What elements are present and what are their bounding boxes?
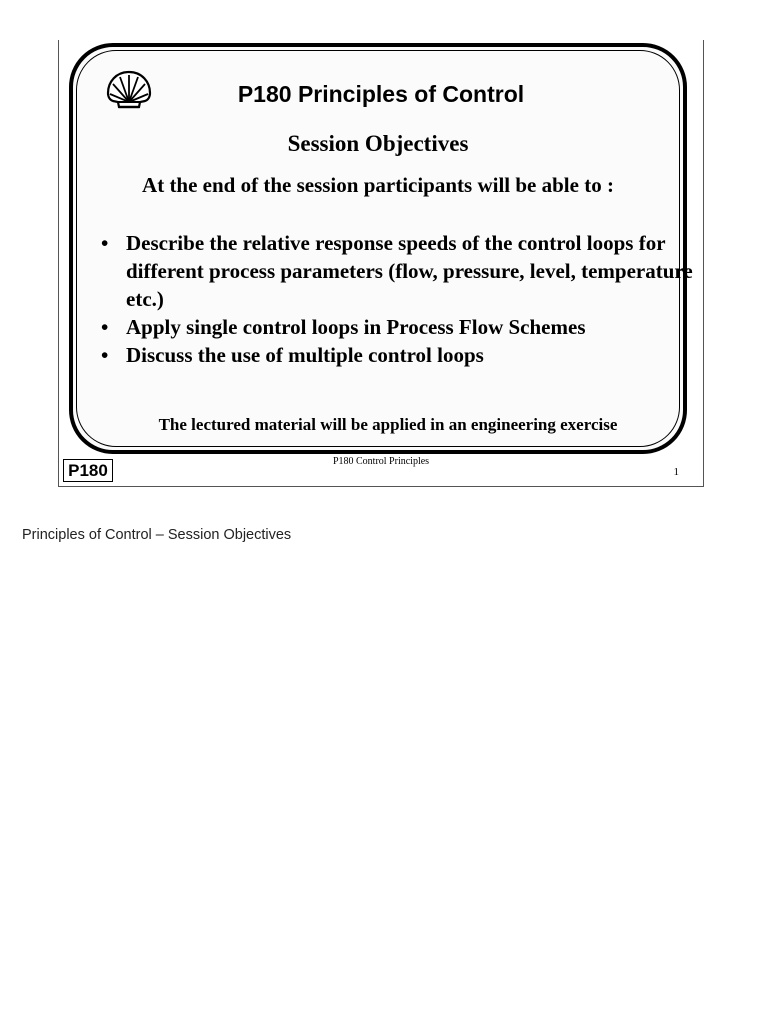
objective-text: Apply single control loops in Process Flow Schemes bbox=[126, 315, 586, 339]
bullet: • bbox=[101, 315, 109, 339]
footer-course-code: P180 bbox=[63, 459, 113, 482]
page-number: 1 bbox=[673, 466, 679, 478]
slide-frame bbox=[58, 40, 704, 487]
slide-title: P180 Principles of Control bbox=[237, 81, 525, 107]
slide-note: The lectured material will be applied in an engineering exercise bbox=[158, 415, 618, 434]
bullet: • bbox=[101, 231, 109, 255]
objective-text: Describe the relative response speeds of the control loops for different process parameters (flow, pressure, level, temperature etc.) bbox=[126, 231, 693, 311]
objective-item bbox=[99, 229, 699, 313]
slide-subtitle: Session Objectives bbox=[287, 131, 469, 156]
slide-card bbox=[69, 43, 693, 454]
slide-caption: Principles of Control – Session Objectives bbox=[22, 527, 292, 543]
objective-item bbox=[99, 313, 699, 341]
footer-course-name: P180 Control Principles bbox=[332, 456, 430, 467]
objective-item bbox=[99, 341, 699, 369]
objective-text: Discuss the use of multiple control loops bbox=[126, 343, 484, 367]
objectives-list bbox=[99, 229, 699, 369]
bullet: • bbox=[101, 343, 109, 367]
slide-intro: At the end of the session participants will be able to : bbox=[142, 173, 614, 197]
